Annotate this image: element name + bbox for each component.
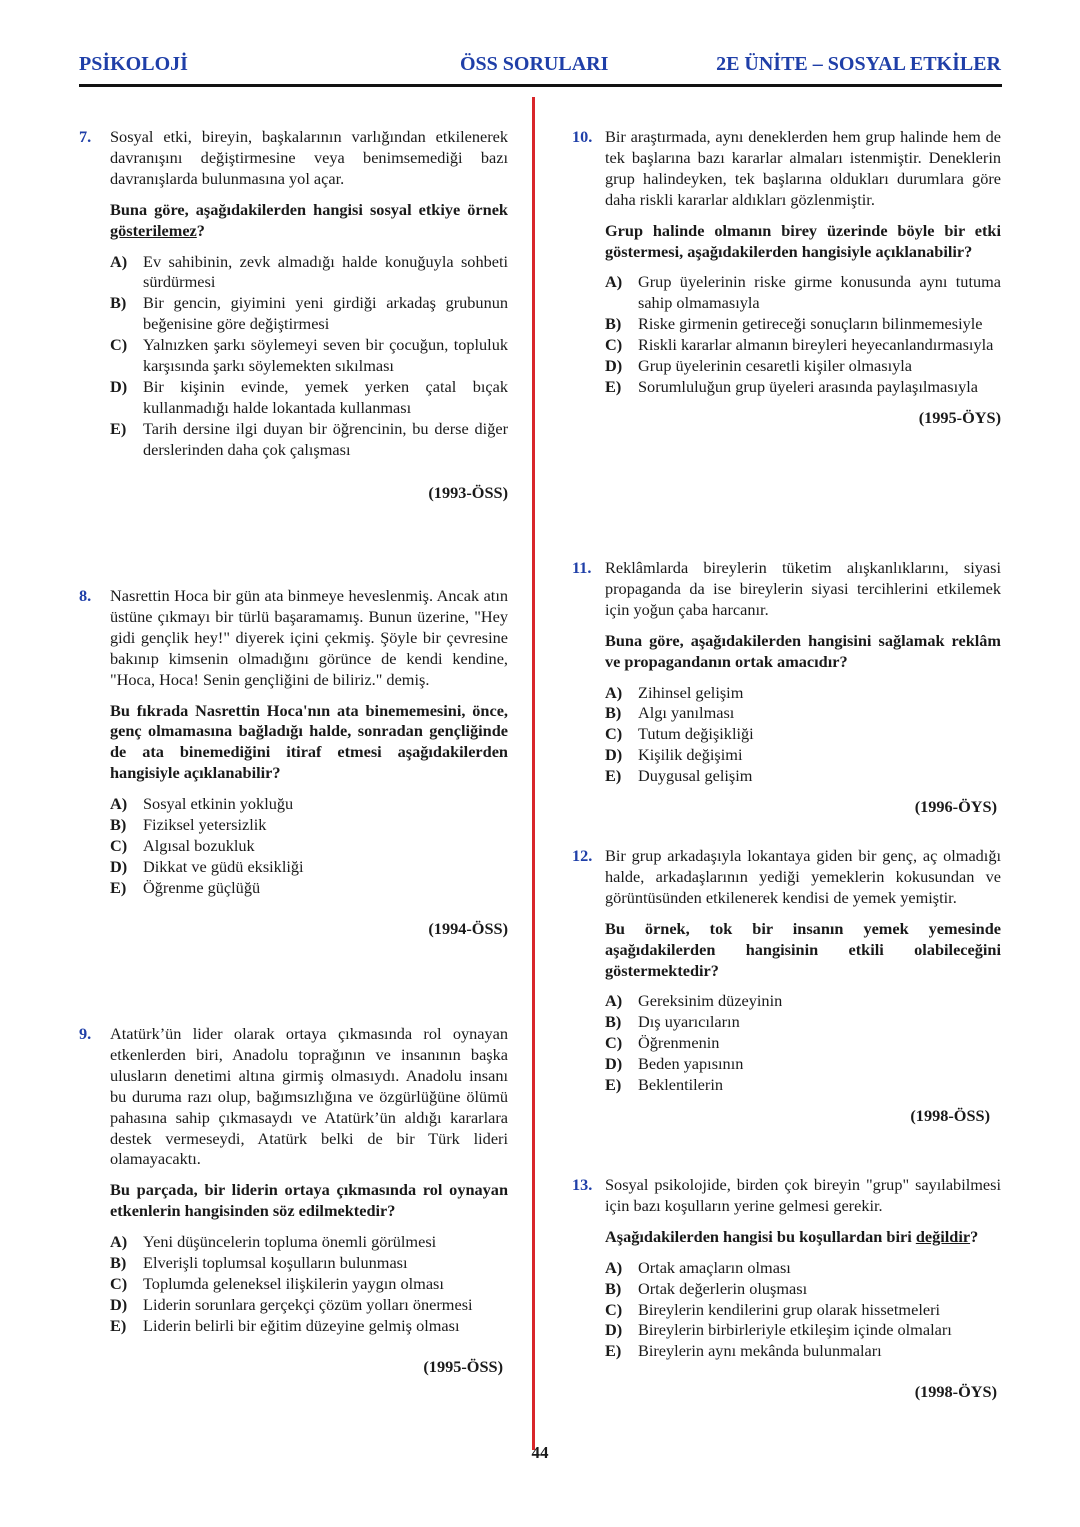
option-c: C) Yalnızken şarkı söylemeyi seven bir çocuğun, topluluk karşısında şarkı söylemekten sıkılması — [110, 335, 508, 376]
option-c: C) Öğrenmenin — [605, 1033, 720, 1053]
question-prompt: Bu örnek, tok bir insanın yemek yemesinde aşağıdakilerden hangisinin etkili olabileceğini göstermektedir? — [605, 918, 1001, 980]
option-a: A) Ortak amaçların olması — [605, 1257, 791, 1277]
question-number: 7. — [79, 127, 92, 146]
question-text: Bir araştırmada, aynı deneklerden hem grup halinde hem de tek başlarına bazı kararlar almaları istenmiştir. Deneklerin grup halindeyken, tek başlarına oldukları durumlara göre daha riskli kararlar aldıkları gözlenmiştir. — [605, 127, 1001, 209]
option-d: D) Beden yapısının — [605, 1054, 744, 1074]
option-d: D) Bireylerin birbirleriyle etkileşim içinde olmaları — [605, 1320, 952, 1340]
option-c: C) Riskli kararlar almanın bireyleri heyecanlandırmasıyla — [605, 335, 994, 355]
question-8 — [79, 586, 508, 940]
question-prompt: Aşağıdakilerden hangisi bu koşullardan biri değildir? — [605, 1226, 979, 1246]
option-e: E) Beklentilerin — [605, 1075, 723, 1095]
question-prompt: Bu fıkrada Nasrettin Hoca'nın ata binememesini, önce, genç olmamasına bağladığı halde, sonradan gençliğinde de ata binemediğini itiraf etmesi aşağıdakilerden hangisiyle açıklanabilir? — [110, 700, 508, 783]
option-c: C) Tutum değişikliği — [605, 724, 754, 744]
option-b: B) Bir gencin, giyimini yeni girdiği arkadaş grubunun beğenisine göre değiştirmesi — [110, 293, 508, 334]
option-list — [110, 252, 508, 461]
question-prompt: Bu parçada, bir liderin ortaya çıkmasında rol oynayan etkenlerin hangisinden söz edilmektedir? — [110, 1180, 508, 1221]
header-rule — [79, 84, 1002, 87]
option-a: A) Gereksinim düzeyinin — [605, 991, 783, 1011]
option-d: D) Dikkat ve güdü eksikliği — [110, 856, 304, 876]
question-source: (1994-ÖSS) — [428, 918, 508, 938]
question-text: Sosyal etki, bireyin, başkalarının varlığından etkilenerek davranışını değiştirmesine veya benimsemediği bazı davranışlarda bulunmasına yol açar. — [110, 127, 508, 188]
option-c: C) Toplumda geleneksel ilişkilerin yaygın olması — [110, 1273, 444, 1293]
question-source: (1995-ÖSS) — [423, 1356, 503, 1376]
option-b: B) Ortak değerlerin oluşması — [605, 1278, 808, 1298]
option-b: B) Dış uyarıcıların — [605, 1012, 740, 1032]
negation-underline: değildir — [915, 1226, 971, 1246]
option-list — [110, 1232, 508, 1337]
option-a: A) Yeni düşüncelerin topluma önemli görülmesi — [110, 1232, 437, 1252]
option-list — [605, 683, 1001, 788]
question-text: Sosyal psikolojide, birden çok bireyin "grup" sayılabilmesi için bazı koşulların yerine gelmesi gerekir. — [605, 1175, 1001, 1215]
page-number: 44 — [531, 1443, 549, 1462]
negation-underline: gösterilemez — [110, 220, 197, 240]
option-c: C) Algısal bozukluk — [110, 835, 255, 855]
option-a: A) Zihinsel gelişim — [605, 682, 744, 702]
column-divider — [532, 97, 535, 1450]
question-number: 10. — [572, 127, 593, 146]
question-number: 8. — [79, 586, 92, 605]
option-list — [110, 794, 508, 899]
option-e: E) Liderin belirli bir eğitim düzeyine gelmiş olması — [110, 1315, 460, 1335]
option-list — [605, 272, 1001, 397]
question-number: 11. — [572, 558, 592, 577]
option-a: A) Grup üyelerinin riske girme konusunda aynı tutuma sahip olmamasıyla — [605, 272, 1001, 313]
option-b: B) Algı yanılması — [605, 703, 735, 723]
question-text: Nasrettin Hoca bir gün ata binmeye heveslenmiş. Ancak atın üstüne çıkmayı bir türlü başaramamış. Bunun üzerine, "Hey gidi gençlik hey!" diyerek içini çekmiş. Şöyle bir çevresine bakınıp kimsenin olmadığını görünce de kendi kendine, "Hoca, Hoca! Senin gençliğini de biliriz." demiş. — [110, 586, 508, 689]
option-list — [605, 1258, 1001, 1363]
option-e: E) Öğrenme güçlüğü — [110, 877, 261, 897]
question-text: Reklâmlarda bireylerin tüketim alışkanlıklarını, siyasi propaganda da ise bireylerin siyasi tercihlerini etkilemek için yoğun çaba harcanır. — [605, 558, 1001, 619]
question-text: Bir grup arkadaşıyla lokantaya giden bir genç, aç olmadığı halde, arkadaşlarının yediği yemeklerin kokusundan ve görüntüsünden etkilenerek kendisi de yemek yemiştir. — [605, 846, 1001, 907]
question-prompt: Buna göre, aşağıdakilerden hangisi sosyal etkiye örnek gösterilemez? — [110, 199, 508, 240]
option-e: E) Bireylerin aynı mekânda bulunmaları — [605, 1341, 882, 1361]
option-list — [605, 991, 1001, 1096]
option-a: A) Ev sahibinin, zevk almadığı halde konuğuyla sohbeti sürdürmesi — [110, 251, 508, 292]
question-12 — [572, 846, 1001, 1127]
header-subject: PSİKOLOJİ — [79, 53, 188, 75]
question-source: (1993-ÖSS) — [428, 482, 508, 502]
option-a: A) Sosyal etkinin yokluğu — [110, 794, 294, 814]
header-section: ÖSS SORULARI — [460, 53, 609, 75]
question-source: (1995-ÖYS) — [918, 407, 1001, 427]
question-source: (1996-ÖYS) — [914, 797, 997, 817]
question-text: Atatürk’ün lider olarak ortaya çıkmasında rol oynayan etkenlerden biri, Anadolu toprağının ve insanının başka ulusların denetimi altına girmiş olmasıydı. Anadolu insanı bu duruma razı olup, bağımsızlığına ve özgürlüğüne ölümü pahasına sahip çıkmasaydı ve Atatürk’ün aldığı kararlara destek vermeseydi, Atatürk belki de bir Türk lideri olamayacaktı. — [110, 1024, 508, 1169]
option-c: C) Bireylerin kendilerini grup olarak hissetmeleri — [605, 1299, 941, 1319]
option-d: D) Liderin sorunlara gerçekçi çözüm yolları önermesi — [110, 1294, 473, 1314]
option-e: E) Duygusal gelişim — [605, 766, 753, 786]
question-9 — [79, 1024, 508, 1378]
option-b: B) Elverişli toplumsal koşulların bulunması — [110, 1253, 408, 1273]
question-source: (1998-ÖYS) — [914, 1382, 997, 1402]
question-number: 12. — [572, 846, 593, 865]
option-e: E) Tarih dersine ilgi duyan bir öğrencinin, bu derse diğer derslerinden daha çok çalışması — [110, 418, 508, 459]
option-e: E) Sorumluluğun grup üyeleri arasında paylaşılmasıyla — [605, 376, 979, 396]
question-number: 9. — [79, 1024, 92, 1043]
question-prompt: Grup halinde olmanın birey üzerinde böyle bir etki göstermesi, aşağıdakilerden hangisiyle açıklanabilir? — [605, 220, 1001, 261]
option-b: B) Riske girmenin getireceği sonuçların bilinmemesiyle — [605, 314, 983, 334]
option-d: D) Kişilik değişimi — [605, 745, 743, 765]
option-d: D) Grup üyelerinin cesaretli kişiler olmasıyla — [605, 356, 912, 376]
question-10 — [572, 127, 1001, 429]
question-11 — [572, 558, 1001, 818]
question-prompt: Buna göre, aşağıdakilerden hangisini sağlamak reklâm ve propagandanın ortak amacıdır? — [605, 630, 1001, 671]
question-7 — [79, 127, 508, 504]
question-number: 13. — [572, 1175, 593, 1194]
option-d: D) Bir kişinin evinde, yemek yerken çatal bıçak kullanmadığı halde lokantada kullanması — [110, 376, 508, 417]
header-unit: 2E ÜNİTE – SOSYAL ETKİLER — [716, 53, 1001, 75]
question-source: (1998-ÖSS) — [910, 1105, 990, 1125]
question-13 — [572, 1175, 1001, 1403]
option-b: B) Fiziksel yetersizlik — [110, 815, 267, 835]
